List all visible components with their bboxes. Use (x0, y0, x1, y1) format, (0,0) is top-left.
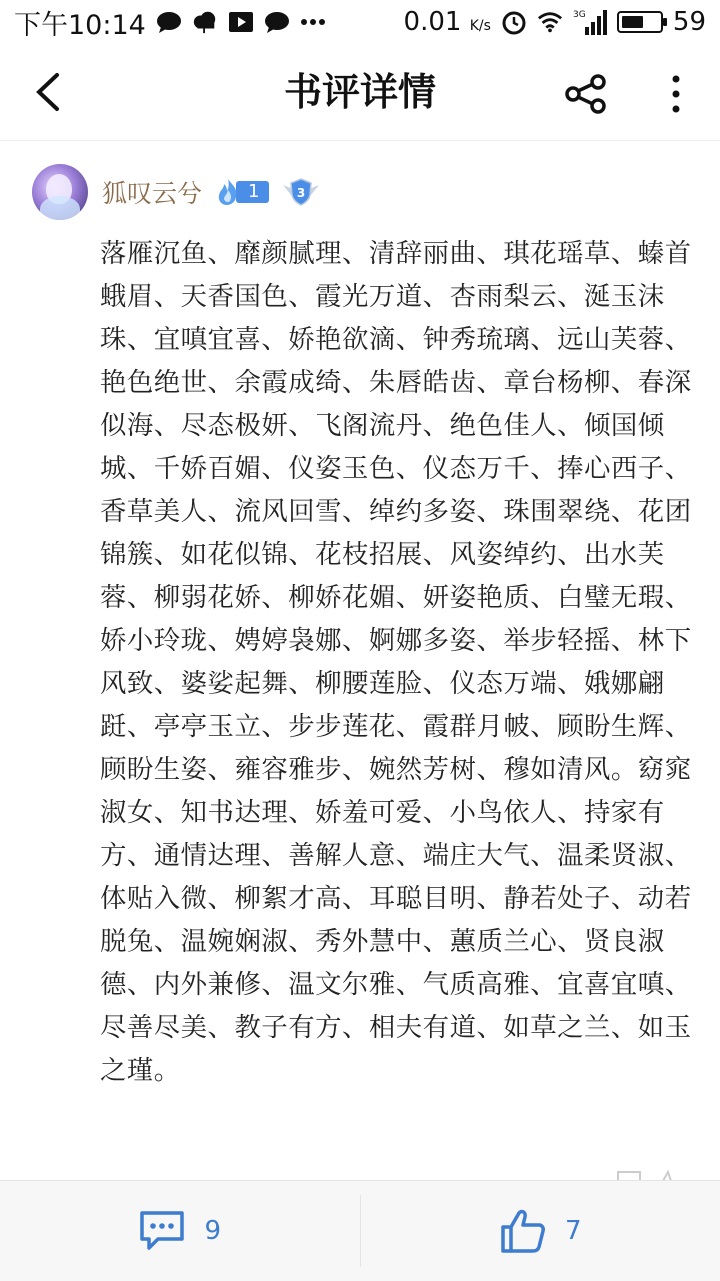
thumbs-up-icon (499, 1207, 547, 1255)
status-left (14, 3, 326, 42)
fan-level-badge (216, 179, 269, 205)
vertical-dots-icon (671, 74, 681, 114)
review-text: 落雁沉鱼、靡颜腻理、清辞丽曲、琪花瑶草、螓首蛾眉、天香国色、霞光万道、杏雨梨云、涎玉沫珠、宜嗔宜喜、娇艳欲滴、钟秀琉璃、远山芙蓉、艳色绝世、余霞成绮、朱唇皓齿、章台杨柳、春深似海、尽态极妍、飞阁流丹、绝色佳人、倾国倾城、千娇百媚、仪姿玉色、仪态万千、捧心西子、香草美人、流风回雪、绰约多姿、珠围翠绕、花团锦簇、如花似锦、花枝招展、风姿绰约、出水芙蓉、柳弱花娇、柳娇花媚、妍姿艳质、白璧无瑕、娇小玲珑、娉婷袅娜、婀娜多姿、举步轻摇、林下风致、婆娑起舞、柳腰莲脸、仪态万端、娥娜翩跹、亭亭玉立、步步莲花、霞群月帔、顾盼生辉、顾盼生姿、雍容雅步、婉然芳树、穆如清风。窈窕淑女、知书达理、娇羞可爱、小鸟依人、持家有方、通情达理、善解人意、端庄大气、温柔贤淑、体贴入微、柳絮才高、耳聪目明、静若处子、动若脱兔、温婉娴淑、秀外慧中、蕙质兰心、贤良淑德、内外兼修、温文尔雅、气质高雅、宜喜宜嗔、尽善尽美、教子有方、相夫有道、如草之兰、如玉之瑾。 (100, 232, 694, 1092)
signal-icon (573, 9, 607, 35)
status-bar (0, 0, 720, 44)
page-title: 书评详情 (0, 44, 720, 140)
share-icon (564, 74, 608, 114)
cloud-icon (192, 9, 218, 35)
chat-bubble-icon (264, 9, 290, 35)
comment-button[interactable] (0, 1181, 360, 1281)
net-speed: 0.01 K/s (404, 7, 491, 37)
chevron-left-icon (33, 72, 63, 112)
winged-shield-icon (281, 177, 321, 207)
fan-level-number: 1 (236, 181, 269, 203)
bottom-action-bar (0, 1180, 720, 1281)
rank-badge (281, 177, 321, 207)
back-button[interactable] (24, 68, 72, 116)
svg-text:3G: 3G (573, 10, 586, 20)
title-bar (0, 44, 720, 141)
avatar[interactable] (32, 164, 88, 220)
like-button[interactable] (361, 1181, 720, 1281)
comment-bubble-icon (138, 1209, 186, 1253)
chat-bubble-icon (156, 9, 182, 35)
author-name[interactable]: 狐叹云兮 (102, 174, 202, 210)
wifi-icon (537, 9, 563, 35)
flame-icon (216, 178, 240, 206)
status-time: 下午10:14 (14, 3, 146, 42)
alarm-icon (501, 9, 527, 35)
more-button[interactable] (656, 70, 696, 118)
battery-icon (617, 11, 663, 33)
more-dots-icon (300, 9, 326, 35)
status-right (404, 7, 706, 37)
author-row (32, 164, 321, 220)
video-icon (228, 9, 254, 35)
like-count: 7 (565, 1216, 582, 1246)
battery-percent: 59 (673, 7, 706, 37)
svg-text:3: 3 (297, 186, 305, 200)
battery-fill (622, 16, 643, 28)
comment-count: 9 (204, 1216, 221, 1246)
share-button[interactable] (562, 70, 610, 118)
